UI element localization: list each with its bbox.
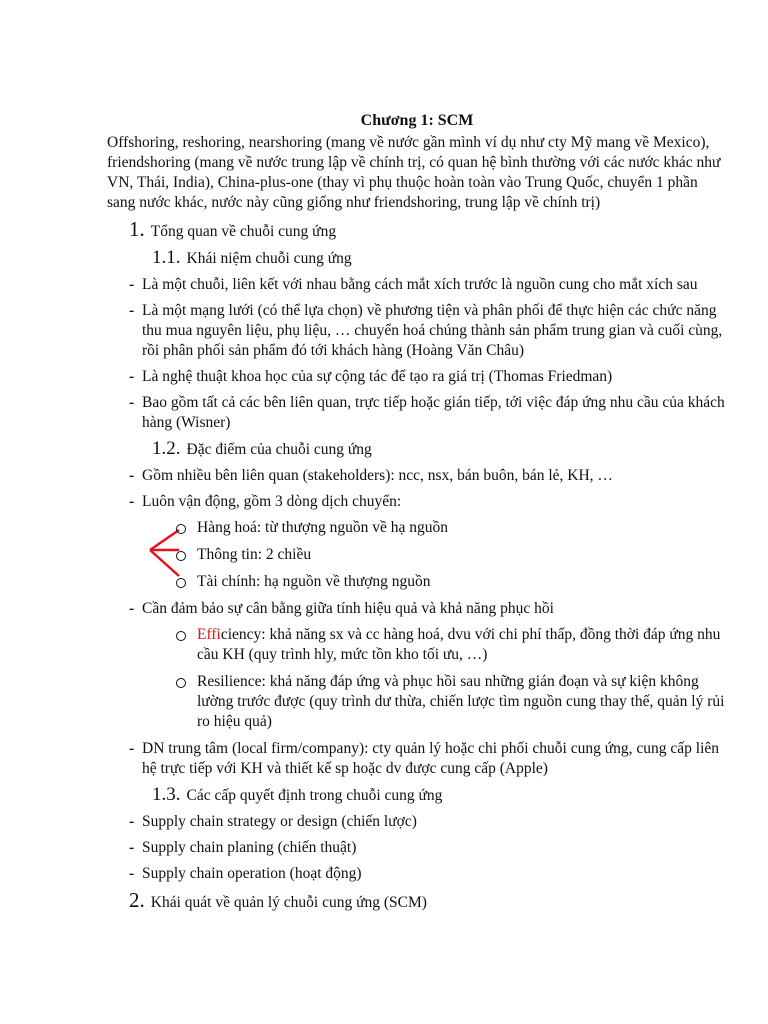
flow-item [107, 572, 727, 592]
efficiency-text: ciency: khả năng sx và cc hàng hoá, dvu với chi phí thấp, đồng thời đáp ứng nhu cầu KH (quy trình hly, mức tồn kho tối ưu, …) [197, 626, 721, 663]
heading-text: Khái niệm chuỗi cung ứng [186, 250, 352, 267]
heading-1-1 [152, 248, 727, 269]
list-item-text: DN trung tâm (local firm/company): cty quản lý hoặc chi phối chuỗi cung ứng, cung cấp liên hệ trực tiếp với KH và thiết kế sp hoặc dv được cung cấp (Apple) [142, 740, 720, 777]
heading-text: Tổng quan về chuỗi cung ứng [150, 223, 337, 240]
circle-bullet-icon [176, 551, 186, 561]
bullet-dash: - [129, 368, 135, 385]
bullet-dash: - [129, 813, 135, 830]
list-item-text: Luôn vận động, gồm 3 dòng dịch chuyển: [142, 493, 402, 510]
list-item [107, 492, 727, 512]
list-item-text: Supply chain strategy or design (chiến lược) [142, 813, 417, 830]
list-item [107, 301, 727, 361]
resilience-item [107, 672, 727, 732]
list-item [107, 367, 727, 387]
heading-number: 1.3. [152, 784, 181, 805]
circle-bullet-icon [176, 631, 186, 641]
list-item [107, 275, 727, 295]
bullet-dash: - [129, 302, 135, 319]
heading-text: Đặc điểm của chuỗi cung ứng [186, 441, 372, 458]
heading-1 [129, 219, 727, 242]
list-item-text: Supply chain operation (hoạt động) [142, 865, 362, 882]
list-item [107, 812, 727, 832]
bullet-dash: - [129, 865, 135, 882]
list-item [107, 739, 727, 779]
heading-number: 1.1. [152, 247, 181, 268]
list-item [107, 838, 727, 858]
intro-paragraph: Offshoring, reshoring, nearshoring (mang về nước gần mình ví dụ như cty Mỹ mang về Mexico), friendshoring (mang về nước trung lập về chính trị, có quan hệ bình thường với các nước khác như VN, Thái, India), China-plus-one (thay vì phụ thuộc hoàn toàn vào Trung Quốc, chuyển 1 phần sang nước khác, nước này cũng giống như friendshoring, trung lập về chính trị) [107, 134, 721, 211]
efficiency-item [107, 625, 727, 665]
bullet-dash: - [129, 493, 135, 510]
circle-bullet-icon [176, 578, 186, 588]
list-item [107, 599, 727, 619]
bullet-dash: - [129, 394, 135, 411]
list-item [107, 864, 727, 884]
bullet-dash: - [129, 839, 135, 856]
list-item-text: Cần đảm bảo sự cân bằng giữa tính hiệu quả và khả năng phục hồi [142, 600, 554, 617]
list-item-text: Gồm nhiều bên liên quan (stakeholders): ncc, nsx, bán buôn, bán lẻ, KH, … [142, 467, 613, 484]
heading-1-2 [152, 439, 727, 460]
chapter-title: Chương 1: SCM [360, 112, 474, 129]
flow-item-text: Tài chính: hạ nguồn về thượng nguồn [197, 573, 431, 590]
flow-list [107, 518, 727, 592]
bullet-dash: - [129, 276, 135, 293]
list-item [107, 393, 727, 433]
flow-item-text: Hàng hoá: từ thượng nguồn về hạ nguồn [197, 519, 449, 536]
heading-text: Các cấp quyết định trong chuỗi cung ứng [186, 787, 443, 804]
flow-item [107, 545, 727, 565]
bullet-dash: - [129, 467, 135, 484]
heading-2 [129, 890, 727, 913]
efficiency-highlight: Effi [197, 626, 221, 643]
circle-bullet-icon [176, 678, 186, 688]
flow-item [107, 518, 727, 538]
heading-number: 1. [129, 217, 145, 241]
list-item-text: Là một chuỗi, liên kết với nhau bằng cách mắt xích trước là nguồn cung cho mắt xích sau [142, 276, 698, 293]
heading-number: 1.2. [152, 438, 181, 459]
heading-text: Khái quát về quản lý chuỗi cung ứng (SCM) [150, 894, 427, 911]
bullet-dash: - [129, 600, 135, 617]
list-item-text: Bao gồm tất cả các bên liên quan, trực tiếp hoặc gián tiếp, tới việc đáp ứng nhu cầu của khách hàng (Wisner) [142, 394, 725, 431]
list-item-text: Là một mạng lưới (có thể lựa chọn) về phương tiện và phân phối để thực hiện các chức năng thu mua nguyên liệu, phụ liệu, … chuyển hoá chúng thành sản phẩm trung gian và cuối cùng, rồi phân phối sản phẩm đó tới khách hàng (Hoàng Văn Châu) [142, 302, 723, 359]
document-page [107, 111, 727, 919]
circle-bullet-icon [176, 524, 186, 534]
list-item-text: Supply chain planing (chiến thuật) [142, 839, 357, 856]
heading-number: 2. [129, 888, 145, 912]
list-item-text: Là nghệ thuật khoa học của sự cộng tác để tạo ra giá trị (Thomas Friedman) [142, 368, 613, 385]
flow-item-text: Thông tin: 2 chiều [197, 546, 312, 563]
resilience-text: Resilience: khả năng đáp ứng và phục hồi sau những gián đoạn và sự kiện không lường trước được (quy trình dư thừa, chiến lược tìm nguồn cung thay thế, quản lý rủi ro hiệu quả) [197, 673, 725, 730]
heading-1-3 [152, 785, 727, 806]
list-item [107, 466, 727, 486]
bullet-dash: - [129, 740, 135, 757]
